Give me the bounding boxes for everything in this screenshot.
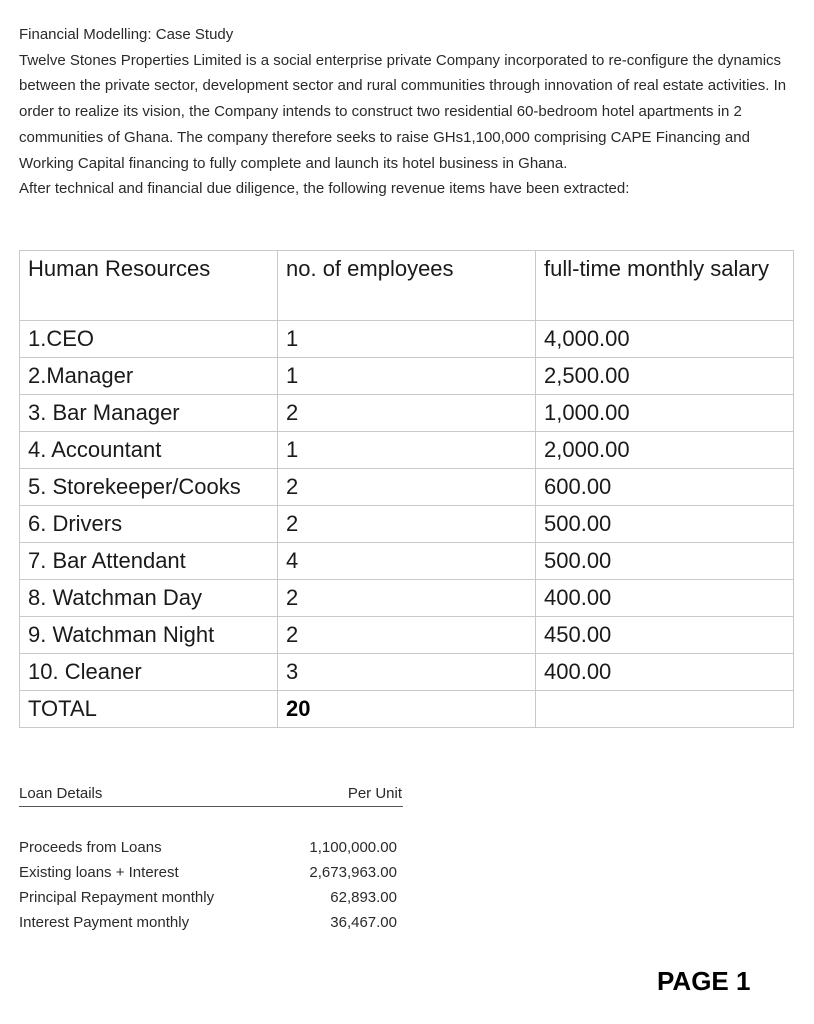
loan-row-value: 2,673,963.00 — [309, 864, 397, 881]
role-cell: 8. Watchman Day — [20, 580, 278, 617]
role-cell: 4. Accountant — [20, 432, 278, 469]
employees-cell: 1 — [278, 321, 536, 358]
table-row — [20, 469, 794, 506]
table-row — [20, 580, 794, 617]
role-cell: 5. Storekeeper/Cooks — [20, 469, 278, 506]
table-row — [20, 395, 794, 432]
loan-row-label: Existing loans + Interest — [19, 864, 179, 881]
salary-cell: 500.00 — [536, 543, 794, 580]
table-row — [20, 432, 794, 469]
employees-cell: 2 — [278, 506, 536, 543]
loan-row-label: Proceeds from Loans — [19, 839, 162, 856]
employees-cell: 2 — [278, 395, 536, 432]
role-cell: 3. Bar Manager — [20, 395, 278, 432]
employees-cell: 4 — [278, 543, 536, 580]
loan-row — [19, 885, 419, 910]
header-monthly-salary: full-time monthly salary — [536, 251, 794, 321]
loan-row-value: 62,893.00 — [330, 889, 397, 906]
loan-row — [19, 910, 419, 935]
salary-cell: 4,000.00 — [536, 321, 794, 358]
role-cell: 10. Cleaner — [20, 654, 278, 691]
total-salary-empty — [536, 691, 794, 728]
table-row — [20, 321, 794, 358]
table-row — [20, 506, 794, 543]
salary-cell: 600.00 — [536, 469, 794, 506]
loan-row — [19, 860, 419, 885]
table-row — [20, 358, 794, 395]
page-label: PAGE 1 — [657, 966, 751, 996]
role-cell: 6. Drivers — [20, 506, 278, 543]
employees-cell: 1 — [278, 358, 536, 395]
loan-details-unit: Per Unit — [347, 785, 402, 802]
header-no-of-employees: no. of employees — [278, 251, 536, 321]
role-cell: 9. Watchman Night — [20, 617, 278, 654]
loan-row-label: Principal Repayment monthly — [19, 889, 215, 906]
case-study-intro — [19, 22, 799, 202]
table-header-row — [20, 251, 794, 321]
human-resources-table — [19, 250, 794, 728]
total-label: TOTAL — [20, 691, 278, 728]
salary-cell: 450.00 — [536, 617, 794, 654]
case-study-closing: After technical and financial due diligence, the following revenue items have been extracted: — [19, 180, 630, 198]
salary-cell: 2,000.00 — [536, 432, 794, 469]
employees-cell: 2 — [278, 580, 536, 617]
loan-rows — [19, 835, 419, 935]
loan-details-header — [19, 783, 403, 807]
employees-cell: 1 — [278, 432, 536, 469]
case-study-title: Financial Modelling: Case Study — [19, 26, 234, 43]
table-row — [20, 617, 794, 654]
loan-details-title: Loan Details — [19, 785, 103, 802]
table-row — [20, 543, 794, 580]
salary-cell: 500.00 — [536, 506, 794, 543]
loan-row-value: 36,467.00 — [330, 914, 397, 931]
role-cell: 2.Manager — [20, 358, 278, 395]
table-row — [20, 654, 794, 691]
loan-row-value: 1,100,000.00 — [309, 839, 397, 856]
role-cell: 1.CEO — [20, 321, 278, 358]
salary-cell: 400.00 — [536, 580, 794, 617]
loan-row — [19, 835, 419, 860]
loan-details — [19, 783, 419, 935]
salary-cell: 2,500.00 — [536, 358, 794, 395]
loan-row-label: Interest Payment monthly — [19, 914, 190, 931]
total-row — [20, 691, 794, 728]
employees-cell: 2 — [278, 469, 536, 506]
case-study-paragraph: Twelve Stones Properties Limited is a social enterprise private Company incorporated to re-configure the dynamics between the private sector, development sector and rural communities through innovation of real estate activities. In order to realize its vision, the Company intends to construct two residential 60-bedroom hotel apartments in 2 communities of Ghana. The company therefore seeks to raise GHs1,100,000 comprising CAPE Financing and Working Capital financing to fully complete and launch its hotel business in Ghana. — [19, 51, 787, 172]
total-employees: 20 — [278, 691, 536, 728]
employees-cell: 3 — [278, 654, 536, 691]
employees-cell: 2 — [278, 617, 536, 654]
salary-cell: 400.00 — [536, 654, 794, 691]
salary-cell: 1,000.00 — [536, 395, 794, 432]
role-cell: 7. Bar Attendant — [20, 543, 278, 580]
header-human-resources: Human Resources — [20, 251, 278, 321]
